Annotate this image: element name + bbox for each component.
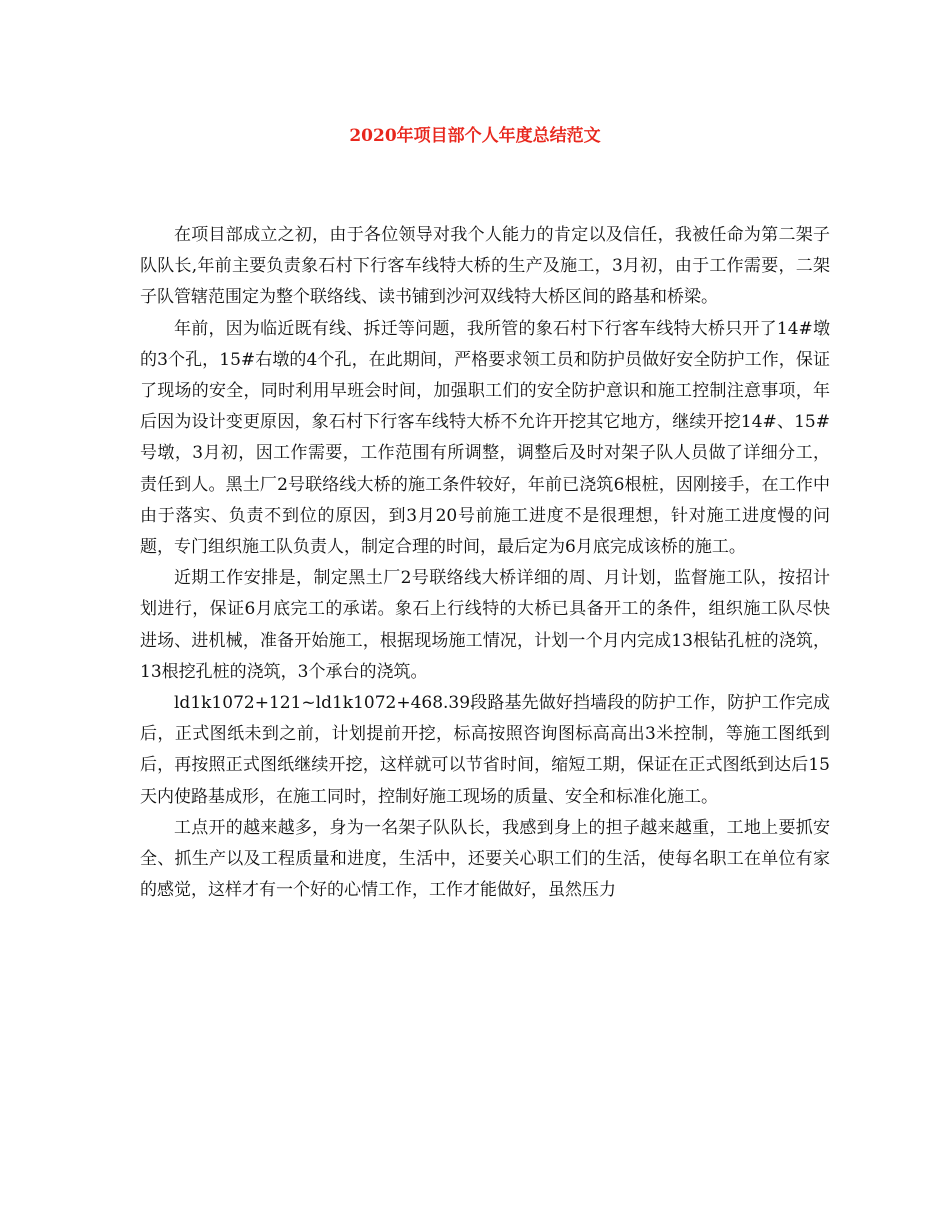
paragraph-2: 年前，因为临近既有线、拆迁等问题，我所管的象石村下行客车线特大桥只开了14#墩的3个孔，15#右墩的4个孔，在此期间，严格要求领工员和防护员做好安全防护工作，保证了现场的安全，同时利用早班会时间，加强职工们的安全防护意识和施工控制注意事项，年后因为设计变更原因，象石村下行客车线特大桥不允许开挖其它地方，继续开挖14#、15#号墩，3月初，因工作需要，工作范围有所调整，调整后及时对架子队人员做了详细分工，责任到人。黑土厂2号联络线大桥的施工条件较好，年前已浇筑6根桩，因刚接手，在工作中由于落实、负责不到位的原因，到3月20号前施工进度不是很理想，针对施工进度慢的问题，专门组织施工队负责人，制定合理的时间，最后定为6月底完成该桥的施工。 bbox=[140, 318, 830, 558]
paragraph-4: ld1k1072+121~ld1k1072+468.39段路基先做好挡墙段的防护工作，防护工作完成后，正式图纸未到之前，计划提前开挖，标高按照咨询图标高高出3米控制，等施工图纸到后，再按照正式图纸继续开挖，这样就可以节省时间，缩短工期，保证在正式图纸到达后15天内使路基成形，在施工同时，控制好施工现场的质量、安全和标准化施工。 bbox=[140, 693, 830, 807]
document-title: 2020年项目部个人年度总结范文 bbox=[349, 126, 601, 146]
paragraph-3: 近期工作安排是，制定黑土厂2号联络线大桥详细的周、月计划，监督施工队，按招计划进行，保证6月底完工的承诺。象石上行线特的大桥已具备开工的条件，组织施工队尽快进场、进机械，准备开始施工，根据现场施工情况，计划一个月内完成13根钻孔桩的浇筑，13根挖孔桩的浇筑，3个承台的浇筑。 bbox=[140, 568, 830, 682]
document-body bbox=[140, 220, 830, 906]
paragraph-5: 工点开的越来越多，身为一名架子队队长，我感到身上的担子越来越重，工地上要抓安全、抓生产以及工程质量和进度，生活中，还要关心职工们的生活，使每名职工在单位有家的感觉，这样才有一个好的心情工作，工作才能做好，虽然压力 bbox=[140, 817, 830, 901]
paragraph-1: 在项目部成立之初，由于各位领导对我个人能力的肯定以及信任，我被任命为第二架子队队长,年前主要负责象石村下行客车线特大桥的生产及施工，3月初，由于工作需要，二架子队管辖范围定为整个联络线、读书铺到沙河双线特大桥区间的路基和桥梁。 bbox=[140, 225, 830, 308]
